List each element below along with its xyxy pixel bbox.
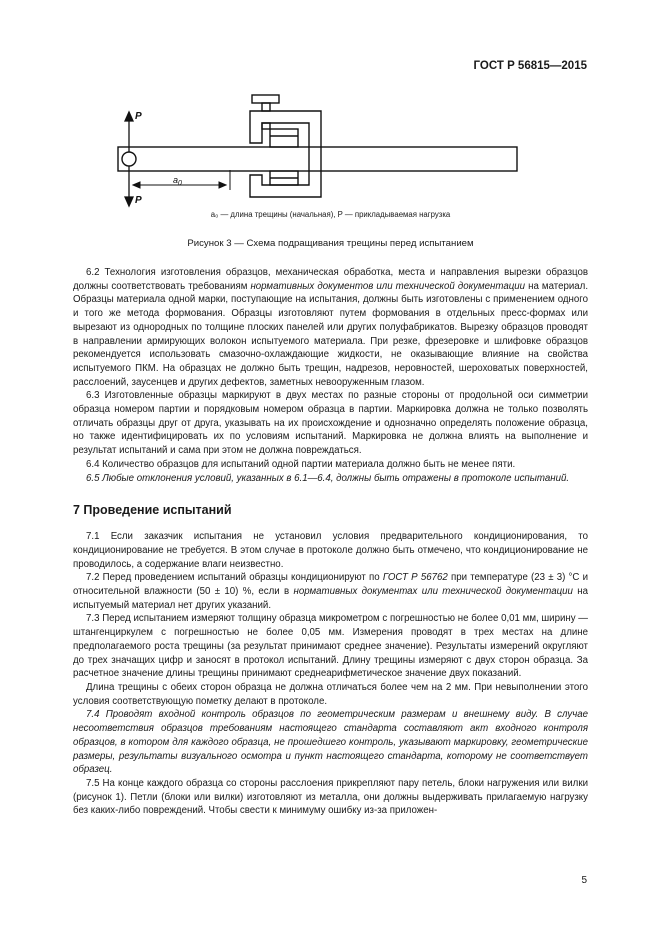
crack-growth-diagram (0, 0, 661, 240)
paragraph-6-3: 6.3 Изготовленные образцы маркируют в двух местах по разные стороны от продольной оси симметрии образца номером партии и порядковым номером образца в партии. Маркировка должна не только позволять отличать образцы друг от друга, указывать на их происхождение и однозначно определять положение образца, но также идентифицировать их по условиям испытаний. Маркировка не должна влиять на выполнение и результат испытаний и сама при этом не должна повреждаться. (73, 390, 588, 457)
paragraph-7-5: 7.5 На конце каждого образца со стороны расслоения прикрепляют пару петель, блоки нагружения или вилки (рисунок 1). Петли (блоки или вилки) изготовляют из металла, они должны выдерживать прилагаемую нагрузку без каких-либо повреждений. Чтобы свести к минимуму ошибку из-за приложен- (73, 777, 588, 817)
document-body (73, 266, 588, 818)
loading-pin (122, 152, 136, 166)
page-number: 5 (581, 875, 587, 886)
specimen-bar (118, 147, 517, 171)
figure-legend: a₀ — длина трещины (начальная), P — прикладываемая нагрузка (210, 210, 451, 219)
clamp-screw-knob (252, 95, 279, 103)
load-label-bottom: P (135, 195, 142, 206)
paragraph-7-1: 7.1 Если заказчик испытания не установил условия предварительного кондиционирования, то кондиционирование не требуется. В этом случае в протоколе должно быть отмечено, что кондиционирование не проводилось, а содержание влаги неизвестно. (73, 531, 588, 570)
paragraph-7-2: 7.2 Перед проведением испытаний образцы кондиционируют по ГОСТ Р 56762 при температуре (23 ± 3) °С и относительной влажности (50 ± 10) %, если в нормативных документах или технической документации на испытуемый материал нет других указаний. (73, 572, 589, 611)
paragraph-6-2: 6.2 Технология изготовления образцов, механическая обработка, места и направления вырезки образцов должны соответствовать требованиям нормативных документов или технической документации на материал. Образцы материала одной марки, поступающие на испытания, должны быть изготовлены с применением одного и того же метода формования. Образцы изготовляют путем формования в отдельных пресс-формах или вырезают из однородных по толщине плоских панелей или других полуфабрикатов. Вырезку образцов проводят в направлении армирующих волокон испытуемого материала. При резке, фрезеровке и шлифовке образцов рекомендуется использовать смазочно-охлаждающие жидкости, не оказывающие влияние на свойства испытуемого ПКМ. На образцах не должно быть трещин, надрезов, неровностей, шероховатых поверхностей, расслоений, заусенцев и других дефектов, заметных невооруженным глазом. (73, 267, 589, 388)
paragraph-6-5: 6.5 Любые отклонения условий, указанных в 6.1—6.4, должны быть отражены в протоколе испытаний. (86, 472, 570, 484)
load-label-top: P (135, 111, 142, 122)
figure-caption: Рисунок 3 — Схема подращивания трещины перед испытанием (187, 238, 474, 249)
paragraph-7-3: 7.3 Перед испытанием измеряют толщину образца микрометром с погрешностью не более 0,01 мм, ширину — штангенциркулем с погрешностью не более 0,05 мм. Измерения проводят в трех местах на длине предполагаемого роста трещины (за результат принимают среднее значение). Результаты измерений округляют до трех значащих цифр и заносят в протокол испытаний. Длину трещины измеряют с двух сторон образца. За расчетное значение длины трещины принимают среднеарифметическое значение двух показаний. (73, 613, 588, 680)
document-header: ГОСТ Р 56815—2015 (473, 60, 587, 72)
clamp-frame (250, 111, 321, 197)
paragraph-6-4: 6.4 Количество образцов для испытаний одной партии материала должно быть не менее пяти. (86, 458, 516, 470)
paragraph-7-4: 7.4 Проводят входной контроль образцов по геометрическим размерам и внешнему виду. В случае несоответствия образцов требованиям настоящего стандарта составляют акт входного контроля образцов, в котором для каждого образца, не прошедшего контроль, указывают маркировку, геометрические размеры, результаты визуального осмотра и пункт настоящего стандарта, которому не соответствует образец. (73, 709, 588, 776)
paragraph-7-3-note: Длина трещины с обеих сторон образца не должна отличаться более чем на 2 мм. При невыполнении этого условия соответствующую пометку делают в протоколе. (73, 681, 588, 707)
crack-length-label: $a_0$ (173, 175, 182, 187)
clamp-upper-block (270, 129, 298, 147)
section-heading-7: 7 Проведение испытаний (73, 503, 232, 518)
